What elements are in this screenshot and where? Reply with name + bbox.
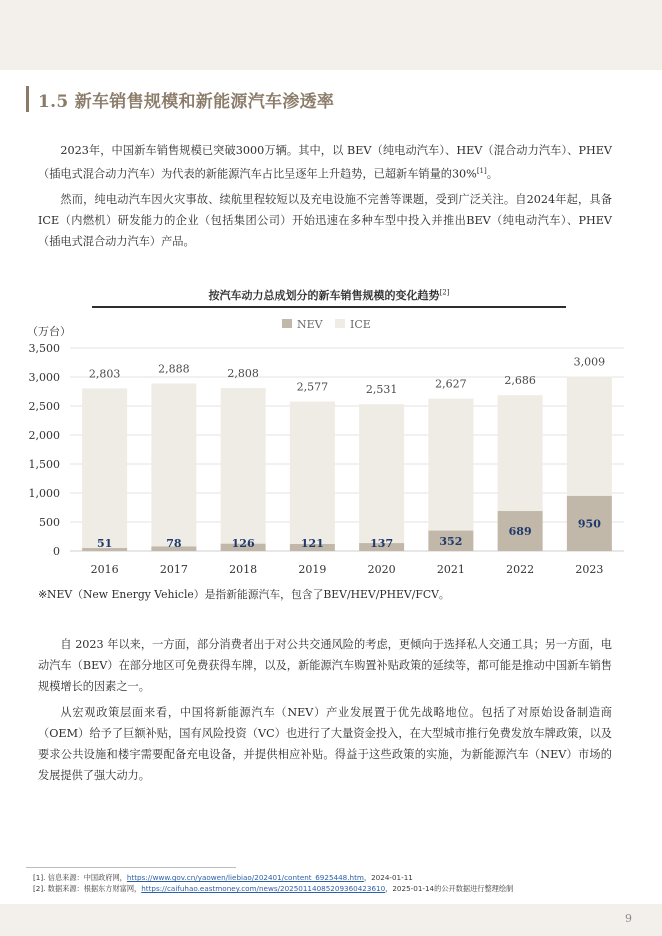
total-label-2019: 2,577 xyxy=(296,380,329,394)
footnote-ref-1[interactable]: [1] xyxy=(476,167,487,175)
total-label-2023: 3,009 xyxy=(573,355,606,369)
nev-label-2017: 78 xyxy=(166,537,182,550)
legend-label-nev: NEV xyxy=(297,318,323,331)
total-label-2017: 2,888 xyxy=(158,362,190,376)
footnote-1-link[interactable]: https://www.gov.cn/yaowen/liebiao/202401/content_6925448.htm xyxy=(126,873,364,882)
y-tick-label: 3,000 xyxy=(28,371,60,384)
total-label-2020: 2,531 xyxy=(365,383,398,397)
nev-label-2019: 121 xyxy=(300,537,324,550)
legend-swatch-ice xyxy=(335,319,345,328)
y-tick-label: 1,000 xyxy=(28,487,60,500)
x-tick-label-2021: 2021 xyxy=(436,563,465,576)
intro-paragraphs xyxy=(38,140,612,252)
heading-accent-bar xyxy=(26,86,29,112)
bar-ice-2023 xyxy=(567,376,612,495)
footnote-2-link[interactable]: https://caifuhao.eastmoney.com/news/20250114085209360423610 xyxy=(141,884,386,893)
page-number: 9 xyxy=(625,912,632,925)
bar-ice-2019 xyxy=(290,402,335,544)
footnote-divider xyxy=(26,867,236,868)
bar-ice-2016 xyxy=(82,388,127,548)
x-tick-label-2017: 2017 xyxy=(159,563,188,576)
bar-ice-2020 xyxy=(359,404,404,543)
bar-ice-2022 xyxy=(498,395,543,511)
paragraph-2: 然而，纯电动汽车因火灾事故、续航里程较短以及充电设施不完善等课题，受到广泛关注。自2024年起，具备ICE（内燃机）研发能力的企业（包括集团公司）开始迅速在多种车型中投入并推出BEV（纯电动汽车）、PHEV（插电式混合动力汽车）产品。 xyxy=(38,192,612,248)
y-tick-label: 2,000 xyxy=(28,429,60,442)
nev-definition-note: ※NEV（New Energy Vehicle）是指新能源汽车，包含了BEV/HEV/PHEV/FCV。 xyxy=(38,588,450,601)
sales-bar-chart xyxy=(0,310,662,585)
footnote-2: [2]. 数据来源：根据东方财富网，https://caifuhao.eastmoney.com/news/20250114085209360423610，2025-01-14的公开数据进行整理绘制 xyxy=(33,884,514,893)
footnote-1: [1]. 信息来源：中国政府网，https://www.gov.cn/yaowen/liebiao/202401/content_6925448.htm，2024-01-11 xyxy=(33,873,413,882)
bar-ice-2021 xyxy=(428,399,473,531)
footer-band xyxy=(0,904,662,936)
chart-title-rule xyxy=(92,306,566,308)
total-label-2021: 2,627 xyxy=(435,377,467,391)
section-heading xyxy=(26,86,334,112)
paragraph-4: 从宏观政策层面来看，中国将新能源汽车（NEV）产业发展置于优先战略地位。包括了对原始设备制造商（OEM）给予了巨额补贴，国有风险投资（VC）也进行了大量资金投入，在大型城市推行免费发放车牌政策，以及要求公共设施和楼宇需要配备充电设备，并提供相应补贴。得益于这些政策的实施，为新能源汽车（NEV）市场的发展提供了强大动力。 xyxy=(38,706,612,782)
nev-label-2020: 137 xyxy=(370,537,394,550)
bar-ice-2017 xyxy=(151,383,196,546)
y-tick-label: 2,500 xyxy=(28,400,60,413)
y-tick-label: 500 xyxy=(39,516,60,529)
nev-label-2023: 950 xyxy=(577,517,601,531)
nev-label-2016: 51 xyxy=(96,537,113,550)
y-tick-label: 0 xyxy=(53,545,60,558)
section-title: 1.5 新车销售规模和新能源汽车渗透率 xyxy=(38,91,335,112)
x-tick-label-2018: 2018 xyxy=(229,563,258,576)
paragraph-1: 2023年，中国新车销售规模已突破3000万辆。其中，以 BEV（纯电动汽车）、HEV（混合动力汽车）、PHEV（插电式混合动力汽车）为代表的新能源汽车占比呈逐年上升趋势，已超新车销量的30%[1]。 xyxy=(38,144,612,181)
nev-label-2018: 126 xyxy=(231,537,255,550)
nev-label-2021: 352 xyxy=(439,534,463,548)
x-tick-label-2022: 2022 xyxy=(506,563,535,576)
footnotes xyxy=(33,872,513,894)
total-label-2016: 2,803 xyxy=(88,367,121,381)
nev-label-2022: 689 xyxy=(508,525,532,539)
footnote-ref-2[interactable]: [2] xyxy=(439,288,450,297)
paragraph-3: 自 2023 年以来，一方面，部分消费者出于对公共交通风险的考虑，更倾向于选择私人交通工具；另一方面，电动汽车（BEV）在部分地区可免费获得车牌，以及，新能源汽车购置补贴政策的延续等，都可能是推动中国新车销售规模增长的因素之一。 xyxy=(38,638,612,693)
bar-ice-2018 xyxy=(221,388,266,544)
y-tick-label: 3,500 xyxy=(28,342,60,355)
x-tick-label-2020: 2020 xyxy=(367,563,396,576)
body-paragraphs xyxy=(38,634,612,786)
y-axis-unit-label: （万台） xyxy=(27,325,71,338)
legend-label-ice: ICE xyxy=(350,318,371,331)
header-band xyxy=(0,0,662,70)
x-tick-label-2019: 2019 xyxy=(298,563,327,576)
y-tick-label: 1,500 xyxy=(28,458,60,471)
x-tick-label-2023: 2023 xyxy=(575,563,604,576)
chart-title: 按汽车动力总成划分的新车销售规模的变化趋势[2] xyxy=(208,288,450,302)
total-label-2022: 2,686 xyxy=(504,374,536,388)
x-tick-label-2016: 2016 xyxy=(90,563,119,576)
total-label-2018: 2,808 xyxy=(227,367,259,381)
legend-swatch-nev xyxy=(282,319,292,328)
